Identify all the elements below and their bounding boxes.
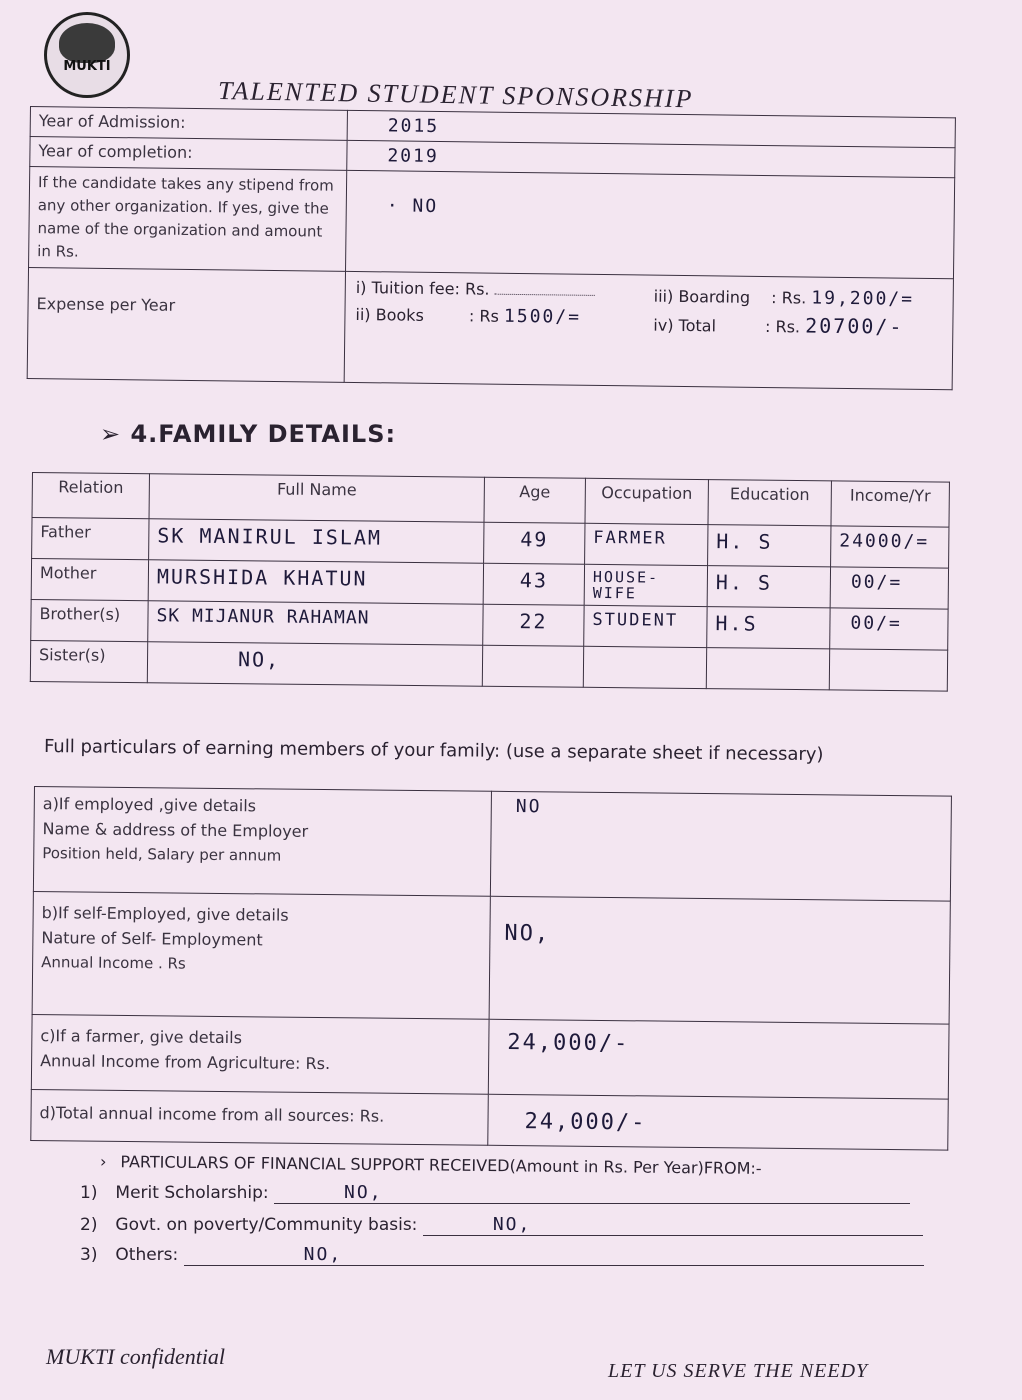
financial-item — [80, 1244, 924, 1266]
header-full-name: Full Name — [149, 474, 484, 523]
tuition-fee-label: i) Tuition fee: Rs. — [355, 277, 490, 299]
financial-item-value: NO, — [344, 1182, 383, 1203]
employed-details-label — [33, 787, 491, 897]
self-employed-line-2: Nature of Self- Employment — [41, 928, 263, 950]
bullet-icon: › — [99, 1152, 107, 1172]
books-rs-label: : Rs — [468, 306, 499, 326]
financial-item-number: 2) — [80, 1215, 98, 1235]
financial-item-label: Others: — [115, 1245, 179, 1265]
age-cell — [482, 645, 583, 687]
total-label: iv) Total — [653, 315, 717, 336]
form-title: TALENTED STUDENT SPONSORSHIP — [217, 76, 694, 114]
education-cell — [706, 648, 829, 690]
employed-line-3: Position held, Salary per annum — [42, 844, 282, 865]
farmer-details-label — [31, 1014, 489, 1094]
earning-members-intro: Full particulars of earning members of your family: (use a separate sheet if necessary) — [43, 736, 824, 766]
logo-emblem-icon — [59, 23, 115, 63]
boarding-value: 19,200/= — [811, 287, 915, 310]
total-income-label: d)Total annual income from all sources: Rs. — [31, 1089, 489, 1145]
admission-year-label: Year of Admission: — [30, 107, 347, 141]
financial-item-line — [423, 1214, 923, 1236]
farmer-line-2: Annual Income from Agriculture: Rs. — [40, 1051, 331, 1074]
age-cell: 22 — [483, 604, 584, 646]
financial-support-heading-text: PARTICULARS OF FINANCIAL SUPPORT RECEIVED(Amount in Rs. Per Year)FROM:- — [120, 1152, 762, 1178]
education-cell: H.S — [707, 607, 830, 649]
occupation-cell: STUDENT — [584, 605, 707, 647]
financial-item-label: Merit Scholarship: — [115, 1183, 269, 1203]
farmer-line-1: c)If a farmer, give details — [40, 1026, 243, 1048]
books-row — [355, 304, 581, 328]
income-cell: 00/= — [830, 608, 948, 650]
footer-motto: LET US SERVE THE NEEDY — [608, 1360, 869, 1382]
income-cell: 00/= — [830, 567, 948, 609]
header-income: Income/Yr — [831, 481, 949, 527]
boarding-label: iii) Boarding — [653, 286, 751, 307]
family-details-heading: ➢ 4.FAMILY DETAILS: — [100, 420, 397, 448]
footer-confidential — [46, 1344, 225, 1370]
financial-item-line — [274, 1182, 910, 1204]
earning-members-table — [30, 786, 952, 1151]
age-cell: 49 — [484, 522, 585, 564]
financial-item-label: Govt. on poverty/Community basis: — [115, 1215, 418, 1235]
occupation-cell — [583, 646, 706, 688]
occupation-cell: HOUSE-WIFE — [584, 564, 707, 606]
total-row — [653, 312, 903, 339]
self-employed-line-1: b)If self-Employed, give details — [41, 903, 289, 925]
logo-text: MUKTI — [63, 59, 111, 74]
total-income-value: 24,000/- — [488, 1094, 949, 1150]
relation-cell: Brother(s) — [31, 599, 148, 641]
total-value: 20700/- — [805, 313, 904, 339]
employed-line-2: Name & address of the Employer — [42, 819, 309, 841]
footer-confidential-text: MUKTI confidential — [46, 1344, 226, 1369]
financial-item-number: 3) — [80, 1245, 98, 1265]
books-label: ii) Books — [355, 304, 424, 325]
boarding-row — [654, 286, 915, 310]
relation-cell: Mother — [31, 559, 148, 601]
tuition-fee-value — [495, 294, 595, 296]
financial-support-heading — [100, 1152, 762, 1178]
header-education: Education — [708, 480, 831, 526]
books-value: 1500/= — [503, 305, 582, 328]
financial-item — [80, 1214, 923, 1236]
self-employed-value: NO, — [489, 896, 950, 1024]
financial-item — [80, 1182, 910, 1204]
completion-year-label: Year of completion: — [30, 137, 347, 171]
income-cell: 24000/= — [831, 526, 949, 568]
employed-line-1: a)If employed ,give details — [42, 794, 257, 816]
full-name-cell: SK MANIRUL ISLAM — [149, 519, 484, 564]
age-cell: 43 — [483, 563, 584, 605]
financial-item-value: NO, — [303, 1244, 343, 1265]
expense-breakdown — [344, 271, 953, 389]
occupation-cell: FARMER — [585, 523, 708, 565]
header-age: Age — [484, 477, 585, 523]
mukti-logo — [44, 12, 130, 98]
expense-per-year-label: Expense per Year — [27, 267, 345, 382]
farmer-income-value: 24,000/- — [488, 1019, 949, 1099]
table-row — [30, 640, 947, 691]
education-cell: H. S — [708, 525, 831, 567]
tuition-fee-row — [356, 278, 595, 300]
self-employed-line-3: Annual Income . Rs — [41, 953, 186, 973]
full-name-cell: SK MIJANUR RAHAMAN — [148, 601, 483, 646]
employed-value: NO — [490, 791, 951, 901]
financial-item-line — [184, 1244, 924, 1266]
relation-cell: Sister(s) — [30, 640, 147, 682]
self-employed-details-label — [32, 891, 490, 1019]
family-details-table — [30, 472, 950, 692]
stipend-answer-value: · NO — [346, 170, 955, 278]
admission-year-value: 2015 — [347, 110, 955, 147]
education-cell: H. S — [707, 566, 830, 608]
boarding-rs-label: : Rs. — [771, 288, 807, 308]
total-rs-label: : Rs. — [764, 316, 801, 337]
relation-cell: Father — [32, 518, 149, 560]
stipend-question-label: If the candidate takes any stipend from any other organization. If yes, give the name of the organization and amount in Rs. — [29, 167, 347, 272]
full-name-cell: NO, — [147, 642, 482, 687]
completion-year-value: 2019 — [347, 140, 955, 177]
header-occupation: Occupation — [585, 478, 708, 524]
full-name-cell: MURSHIDA KHATUN — [148, 560, 483, 605]
header-relation: Relation — [32, 473, 149, 519]
financial-item-number: 1) — [80, 1183, 98, 1203]
financial-item-value: NO, — [492, 1214, 532, 1235]
income-cell — [829, 649, 947, 691]
admission-details-table — [27, 106, 956, 390]
